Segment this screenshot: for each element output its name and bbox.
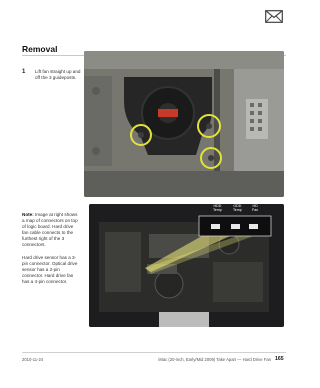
footer-divider [22, 352, 286, 353]
envelope-icon[interactable] [265, 10, 283, 23]
step-number: 1 [22, 69, 26, 75]
note-text-2: Hard drive sensor has a 3-pin connector. Optical drive sensor has a 2-pin connector. Hard drive fan has a 4-pin connector. [22, 254, 78, 284]
label-hdd-temp: HDD Temp [213, 204, 222, 212]
footer-document-title: iMac (20-inch, Early/Mid 2009) Take Apart — Hard Drive Fan [158, 357, 271, 362]
footer-date: 2010-11-24 [22, 357, 44, 362]
label-hd-fan: HD Fan [252, 204, 259, 212]
fan-removal-photo [84, 51, 284, 197]
label-odd-temp: ODD Temp [233, 204, 242, 212]
connector-map-photo [89, 204, 284, 327]
note-lead: Note: [22, 212, 34, 217]
note-text: Image at right shows a map of connectors on top of logic board. Hard drive fan cable connects to the furthest right of the 3 connectors. [22, 212, 78, 248]
note-block [22, 212, 78, 291]
step-instruction: Lift fan straight up and off the 3 guideposts. [35, 69, 81, 81]
footer-page-number: 165 [275, 356, 284, 362]
section-title: Removal [22, 44, 58, 54]
